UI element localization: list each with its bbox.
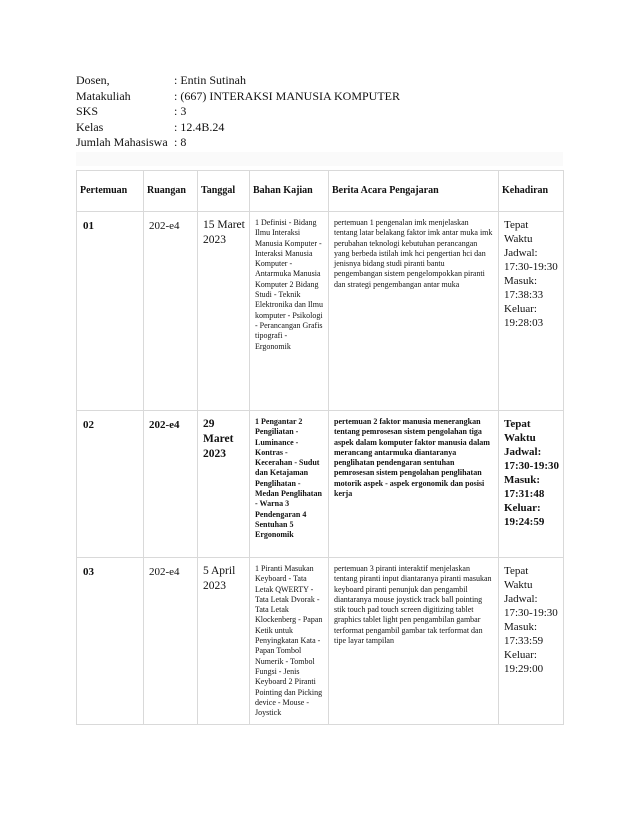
header-bahan-kajian: Bahan Kajian <box>250 171 329 212</box>
berita-acara-value: pertemuan 1 pengenalan imk menjelaskan tentang latar belakang faktor imk antar muka imk perubahan teknologi kebutuhan perancangan yang berbeda istilah imk hci pengertian hci dan jenisnya bidang studi piranti bantu pengembangan sistem pengelompokkan piranti dan strategi pengembangan antar muka <box>334 218 493 289</box>
cell-bahan-kajian <box>250 212 329 411</box>
dosen-label: Dosen, <box>76 73 110 87</box>
kehadiran-value: Tepat Waktu Jadwal: 17:30-19:30 Masuk: 17:31:48 Keluar: 19:24:59 <box>504 418 559 528</box>
tanggal-value: 29 Maret 2023 <box>203 418 234 460</box>
report-table <box>76 170 564 725</box>
bahan-kajian-value: 1 Pengantar 2 Pengiliatan - Luminance - Kontras - Kecerahan - Sudut dan Ketajaman Penglihatan - Medan Penglihatan - Warna 3 Pendengaran 4 Sentuhan 5 Ergonomik <box>255 417 322 540</box>
kelas-label: Kelas <box>76 119 104 134</box>
pertemuan-value: 02 <box>83 419 94 431</box>
info-row-sks <box>76 104 400 120</box>
header-berita-acara: Berita Acara Pengajaran <box>329 171 499 212</box>
cell-bahan-kajian <box>250 411 329 558</box>
cell-tanggal <box>198 558 250 725</box>
header-pertemuan: Pertemuan <box>77 171 144 212</box>
pertemuan-value: 03 <box>83 566 94 578</box>
kelas-value: : 12.4B.24 <box>174 119 225 134</box>
ruangan-value: 202-e4 <box>149 566 180 578</box>
cell-berita-acara <box>329 411 499 558</box>
cell-kehadiran <box>499 212 564 411</box>
header-kehadiran: Kehadiran <box>499 171 564 212</box>
course-info <box>76 73 400 151</box>
ruangan-value: 202-e4 <box>149 419 180 431</box>
cell-pertemuan <box>77 558 144 725</box>
info-row-dosen <box>76 73 400 89</box>
berita-acara-value: pertemuan 2 faktor manusia menerangkan tentang pemrosesan sistem pengolahan tiga aspek dalam komputer faktor manusia dalam merancang antarmuka diantaranya penglihatan pendengaran sentuhan pemrosesan sistem pengolahan penglihatan motorik aspek - aspek ergonomik dan posisi kerja <box>334 417 490 499</box>
berita-acara-value: pertemuan 3 piranti interaktif menjelaskan tentang piranti input diantaranya piranti masukan keyboard piranti penunjuk dan pengambil diantaranya mouse joystick track ball pointing stik touch pad touch screen digitizing tablet graphics tablet light pen pengambilan gambar terformat pengambil gambar tak terformat dan tipe layar tampilan <box>334 564 492 646</box>
pertemuan-value: 01 <box>83 220 94 232</box>
bahan-kajian-value: 1 Definisi - Bidang Ilmu Interaksi Manusia Komputer - Interaksi Manusia Komputer - Antarmuka Manusia Komputer 2 Bidang Studi - Teknik Elektronika dan Ilmu komputer - Psikologi - Perancangan Grafis tipografi - Ergonomik <box>255 218 323 351</box>
sks-label: SKS <box>76 104 99 118</box>
header-ruangan: Ruangan <box>144 171 198 212</box>
table-row <box>77 558 564 725</box>
table-header-row <box>77 171 564 212</box>
cell-pertemuan <box>77 411 144 558</box>
dosen-value: : Entin Sutinah <box>174 73 246 87</box>
cell-tanggal <box>198 212 250 411</box>
cell-kehadiran <box>499 411 564 558</box>
kehadiran-value: Tepat Waktu Jadwal: 17:30-19:30 Masuk: 17:38:33 Keluar: 19:28:03 <box>504 219 558 329</box>
sks-value: : 3 <box>174 104 187 118</box>
cell-berita-acara <box>329 212 499 411</box>
cell-bahan-kajian <box>250 558 329 725</box>
info-row-jumlah <box>76 135 400 151</box>
info-row-kelas <box>76 120 400 136</box>
ruangan-value: 202-e4 <box>149 220 180 232</box>
jumlah-value: : 8 <box>174 135 187 149</box>
cell-ruangan <box>144 558 198 725</box>
cell-pertemuan <box>77 212 144 411</box>
info-row-matakuliah <box>76 89 400 105</box>
header-tanggal: Tanggal <box>198 171 250 212</box>
cell-tanggal <box>198 411 250 558</box>
jumlah-label: Jumlah Mahasiswa <box>76 135 168 149</box>
cell-ruangan <box>144 411 198 558</box>
bahan-kajian-value: 1 Piranti Masukan Keyboard - Tata Letak QWERTY - Tata Letak Dvorak - Tata Letak Klockenberg - Papan Ketik untuk Penyingkatan Kata - Papan Tombol Numerik - Tombol Fungsi - Jenis Keyboard 2 Piranti Pointing dan Picking device - Mouse - Joystick <box>255 564 323 718</box>
kehadiran-value: Tepat Waktu Jadwal: 17:30-19:30 Masuk: 17:33:59 Keluar: 19:29:00 <box>504 565 558 675</box>
table-row <box>77 411 564 558</box>
tanggal-value: 5 April 2023 <box>203 565 236 592</box>
matakuliah-label: Matakuliah <box>76 88 131 103</box>
cell-berita-acara <box>329 558 499 725</box>
header-band <box>76 152 563 166</box>
cell-kehadiran <box>499 558 564 725</box>
cell-ruangan <box>144 212 198 411</box>
table-row <box>77 212 564 411</box>
tanggal-value: 15 Maret 2023 <box>203 219 245 246</box>
matakuliah-value: : (667) INTERAKSI MANUSIA KOMPUTER <box>174 88 401 103</box>
